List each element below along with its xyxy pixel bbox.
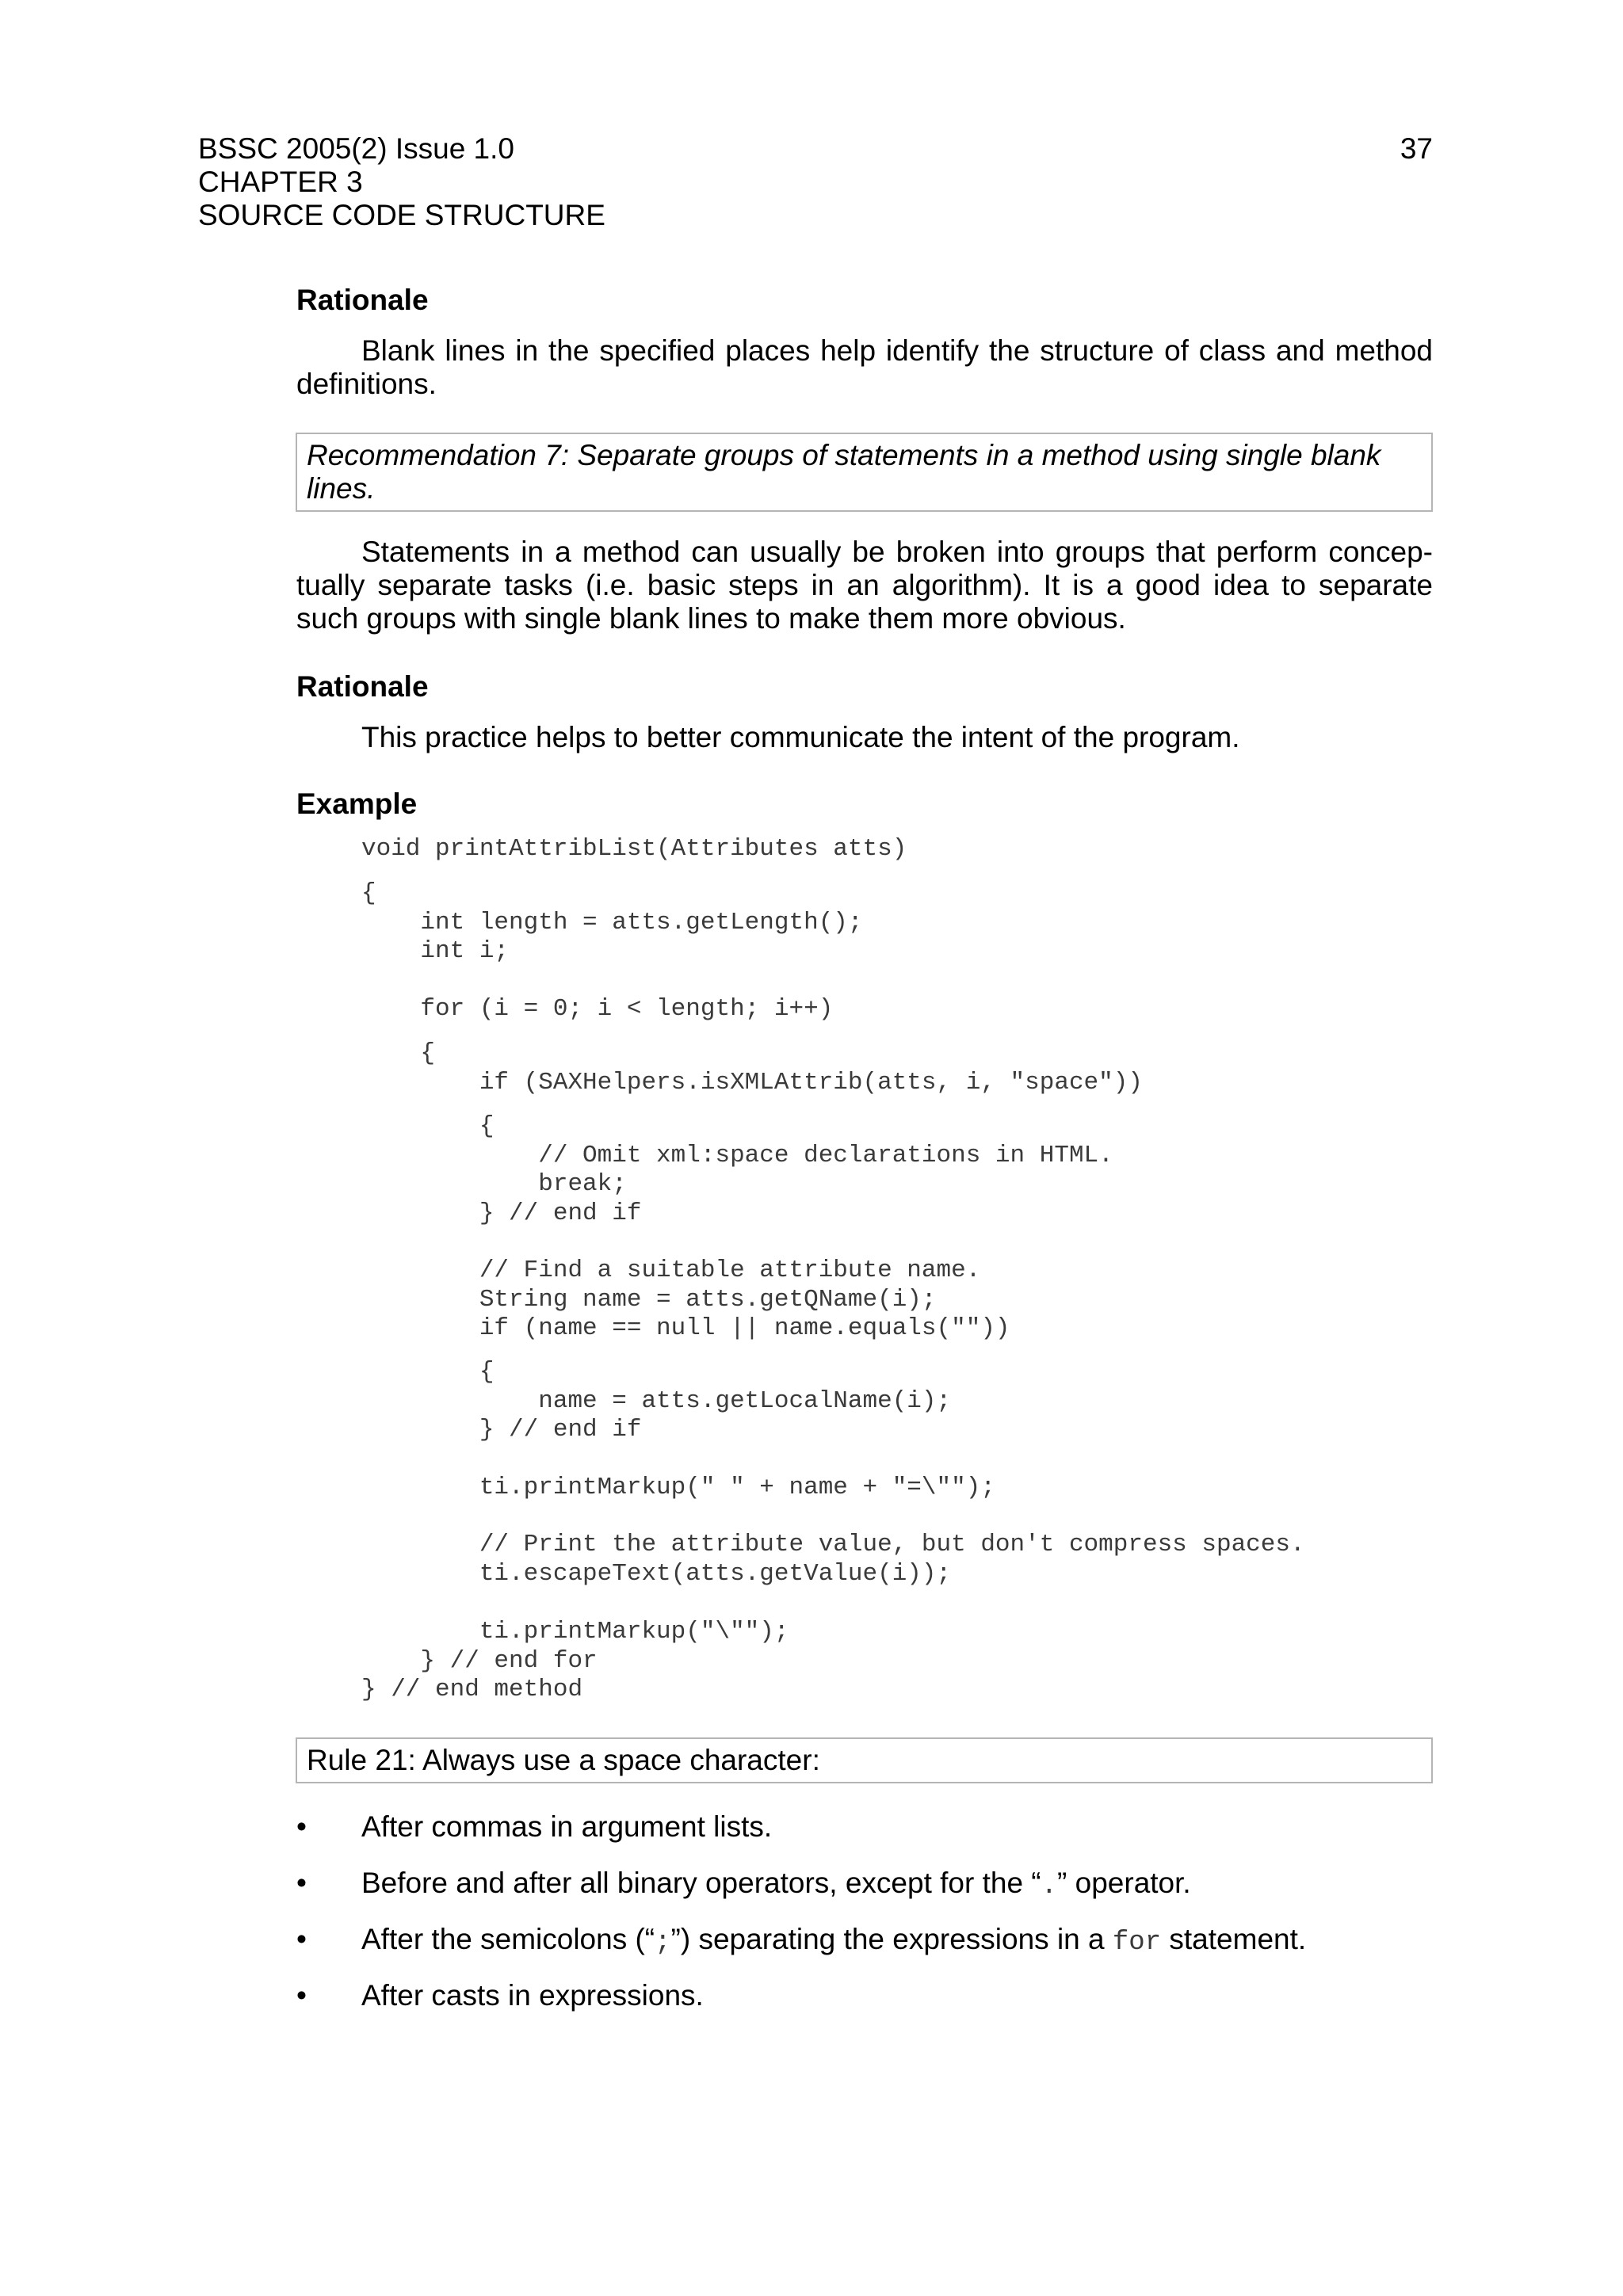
bullet-icon: • [296, 1923, 307, 1955]
rationale-heading-1: Rationale [296, 284, 429, 316]
bullet-text-2 [361, 1867, 1191, 1903]
example-heading: Example [296, 788, 418, 820]
bullet-text-4: After casts in expressions. [361, 1979, 704, 2012]
bullet-icon: • [296, 1867, 307, 1899]
bullet-code-dot: . [1041, 1871, 1058, 1901]
bullet-icon: • [296, 1979, 307, 2012]
header-chapter: CHAPTER 3 [198, 166, 363, 198]
rule-text: Rule 21: Always use a space character: [307, 1744, 820, 1776]
code-print-markup: ti.printMarkup(" " + name + "=\""); [361, 1474, 995, 1501]
statements-paragraph: Statements in a method can usually be broken into groups that perform concep-tually separate tasks (i.e. basic steps in an algorithm). It is a good idea to separate such groups with single blank lines to make them more obvious. [296, 536, 1433, 635]
page-number: 37 [1400, 132, 1433, 165]
code-block-declarations: { int length = atts.getLength(); int i; [361, 879, 863, 965]
bullet-text-3-post: statement. [1161, 1923, 1307, 1955]
recommendation-text: Recommendation 7: Separate groups of statements in a method using single blank lines. [307, 439, 1381, 505]
rationale-paragraph-1: Blank lines in the specified places help identify the structure of class and method definitions. [296, 334, 1433, 400]
code-if-body: { // Omit xml:space declarations in HTML. break; } // end if [479, 1112, 1113, 1227]
code-name-fallback: { name = atts.getLocalName(i); } // end if [479, 1358, 952, 1444]
code-print-value: // Print the attribute value, but don't compress spaces. ti.escapeText(atts.getValue(i)); [479, 1531, 1305, 1588]
bullet-text-1: After commas in argument lists. [361, 1810, 773, 1843]
bullet-icon: • [296, 1810, 307, 1843]
bullet-text-2-pre: Before and after all binary operators, except for the “ [361, 1867, 1041, 1899]
code-closing: ti.printMarkup("\""); } // end for } // end method [361, 1618, 789, 1703]
bullet-text-3-mid: ”) separating the expressions in a [670, 1923, 1113, 1955]
rationale-paragraph-2: This practice helps to better communicate the intent of the program. [361, 721, 1240, 753]
code-signature: void printAttribList(Attributes atts) [361, 835, 907, 863]
code-for-statement: for (i = 0; i < length; i++) [361, 995, 834, 1023]
recommendation-box [296, 433, 1433, 512]
bullet-code-for: for [1112, 1928, 1162, 1958]
bullet-text-3 [361, 1923, 1306, 1959]
bullet-code-semicolon: ; [655, 1928, 671, 1958]
code-if-statement: { if (SAXHelpers.isXMLAttrib(atts, i, "space")) [420, 1039, 1143, 1097]
code-find-name: // Find a suitable attribute name. String name = atts.getQName(i); if (name == null || name.equals("")) [479, 1257, 1010, 1342]
bullet-text-2-post: ” operator. [1057, 1867, 1191, 1899]
rule-box [296, 1737, 1433, 1783]
bullet-text-3-pre: After the semicolons (“ [361, 1923, 655, 1955]
header-document-id: BSSC 2005(2) Issue 1.0 [198, 132, 514, 165]
rationale-heading-2: Rationale [296, 670, 429, 703]
header-chapter-title: SOURCE CODE STRUCTURE [198, 199, 605, 231]
